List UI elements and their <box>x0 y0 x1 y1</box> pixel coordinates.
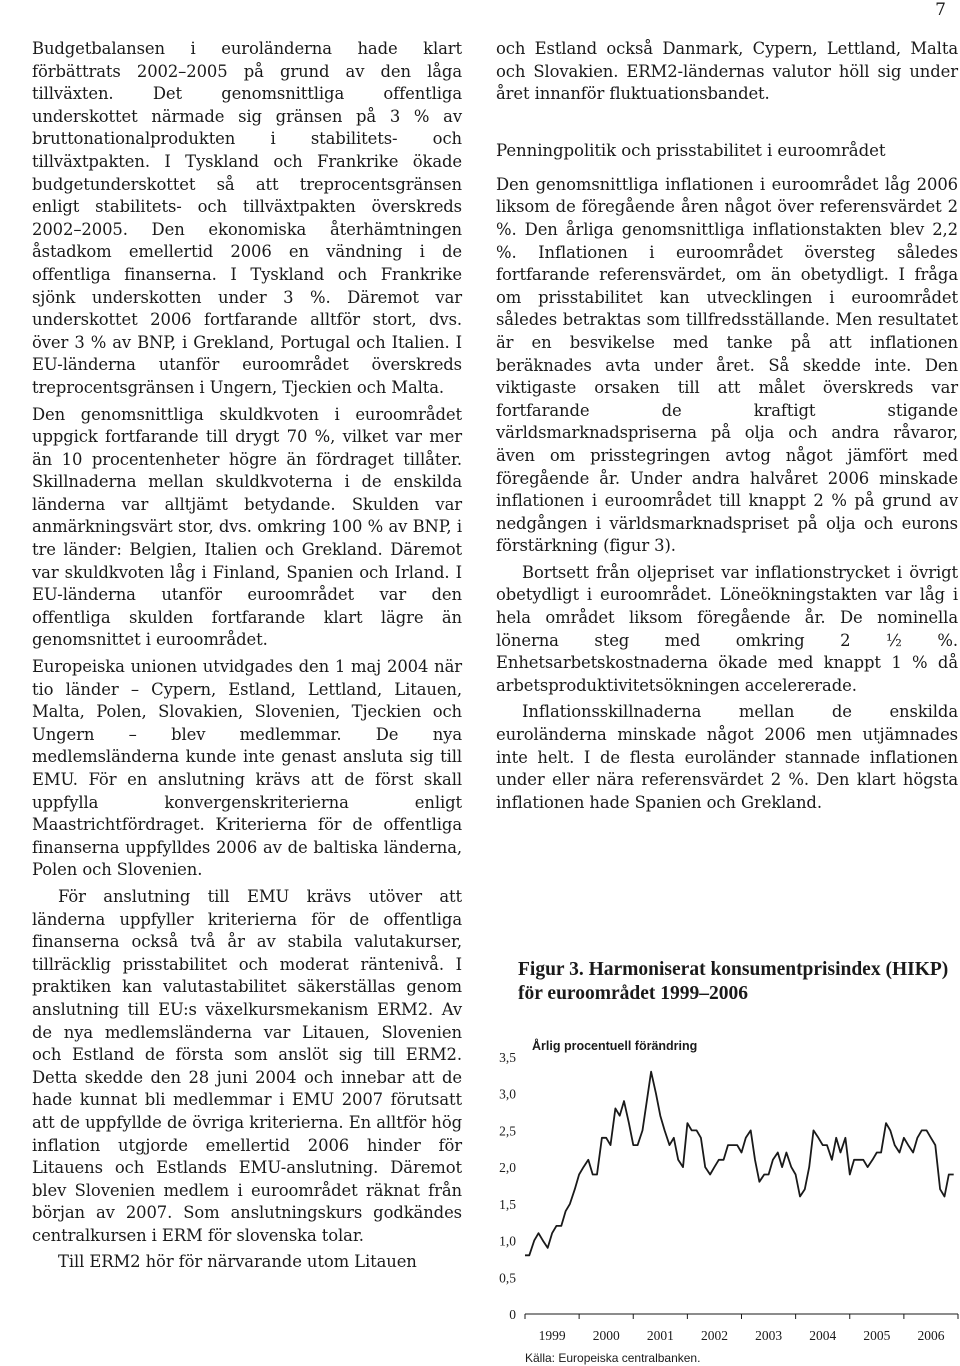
inflation-line-chart <box>496 958 960 1366</box>
paragraph: Den genomsnittliga inflationen i euroområdet låg 2006 liksom de föregående åren något över referensvärdet 2 %. Den årliga genomsnittliga inflationstakten blev 2,2 %. Inflationen i euroområdet översteg således fortfarande referensvärdet, om än obetydligt. I fråga om prisstabilitet kan utvecklingen i euroområdet således betraktas som tillfredsställande. Men resultatet är en besvikelse med tanke på att inflationen beräknades avta under året. Så skedde inte. Den viktigaste orsaken till att målet överskreds var fortfarande de kraftigt stigande världsmarknadspriserna på olja och andra råvaror, även om prisstegringen avtog något jämfört med föregående år. Under andra halvåret 2006 minskade inflationen i euroområdet till knappt 2 % på grund av nedgången i världsmarknadspriset på olja och eurons förstärkning (figur 3). <box>496 174 958 556</box>
section-heading: Penningpolitik och prisstabilitet i euroområdet <box>496 140 886 160</box>
paragraph: Europeiska unionen utvidgades den 1 maj 2004 när tio länder – Cypern, Estland, Lettland, Litauen, Malta, Polen, Slovakien, Slovenien, Tjeckien och Ungern – blev medlemmar. De nya medlemsländerna kunde inte genast ansluta sig till EMU. För en anslutning krävs att de först skall uppfylla konvergenskriterierna enligt Maastrichtfördraget. Kriterierna för de offentliga finanserna uppfylldes 2006 av de baltiska länderna, Polen och Slovenien. <box>32 657 462 880</box>
paragraph: Den genomsnittliga skuldkvoten i euroområdet uppgick fortfarande till drygt 70 %, vilket var mer än 10 procentenheter högre än fördraget tillåter. Skillnaderna mellan skuldkvoterna i de enskilda länderna var alltjämt betydande. Skulden var anmärkningsvärt stor, dvs. omkring 100 % av BNP, i tre länder: Belgien, Italien och Grekland. Däremot var skuldkvoten låg i Finland, Spanien och Irland. I EU-länderna utanför euroområdet var den offentliga skulden fortfarande klart lägre än genomsnittet i euroområdet. <box>32 404 462 650</box>
y-axis <box>499 1050 516 1322</box>
x-tick-label: 2000 <box>592 1328 620 1343</box>
x-tick-label: 2002 <box>700 1328 728 1343</box>
paragraph: Budgetbalansen i euroländerna hade klart förbättrats 2002–2005 på grund av den låga tillväxten. Det genomsnittliga offentliga underskottet närmade sig gränsen på 3 % av bruttonationalprodukten i stabilitets- och tillväxtpakten. I Tyskland och Frankrike ökade budgetunderskottet så att treprocentsgränsen enligt stabilitets- och tillväxtpakten överskreds 2002–2005. Den ekonomiska återhämtningen åstadkom emellertid 2006 en vändning i de offentliga finanserna. I Tyskland och Frankrike sjönk underskotten under 3 %. Däremot var underskottet 2006 fortfarande alltför stort, dvs. över 3 % av BNP, i Grekland, Portugal och Italien. I EU-länderna utanför euroområdet överskreds treprocentsgränsen i Ungern, Tjeckien och Malta. <box>32 39 462 397</box>
x-tick-label: 2004 <box>809 1328 837 1343</box>
page-number: 7 <box>935 0 946 20</box>
x-tick-label: 2003 <box>755 1328 783 1343</box>
x-tick-label: 2006 <box>917 1328 945 1343</box>
series-line <box>525 1072 954 1256</box>
paragraph: Till ERM2 hör för närvarande utom Litauen <box>58 1252 417 1272</box>
paragraph: Bortsett från oljepriset var inflationstrycket i övrigt obetydligt i euroområdet. Löneökningstakten var låg i hela området liksom föregående år. De nominella lönerna steg med omkring 2 ½ %. Enhetsarbetskostnaderna ökade med knappt 1 % då arbetsproduktivitetsökningen accelererade. <box>496 562 958 695</box>
figure-caption: Figur 3. Harmoniserat konsumentprisindex (HIKP) för euroområdet 1999–2006 <box>518 959 949 1004</box>
x-tick-label: 2001 <box>646 1328 674 1343</box>
x-tick-label: 2005 <box>863 1328 891 1343</box>
x-tick-label: 1999 <box>538 1328 566 1343</box>
figure-3 <box>496 958 960 1366</box>
left-column <box>32 38 462 1278</box>
paragraph: Inflationsskillnaderna mellan de enskilda euroländerna minskade något 2006 men utjämnades inte helt. I de flesta euroländer stannade inflationen under eller nära referensvärdet 2 %. Den klart högsta inflationen hade Spanien och Grekland. <box>496 702 958 812</box>
paragraph: och Estland också Danmark, Cypern, Lettland, Malta och Slovakien. ERM2-ländernas valutor höll sig under året innanför fluktuationsbandet. <box>496 39 958 104</box>
y-tick-label: 0 <box>509 1307 516 1322</box>
x-axis <box>525 1314 958 1343</box>
y-tick-label: 3,0 <box>499 1086 516 1102</box>
y-tick-label: 0,5 <box>499 1270 516 1286</box>
y-tick-label: 2,0 <box>499 1160 516 1176</box>
y-tick-label: 2,5 <box>499 1123 516 1139</box>
y-tick-label: 1,0 <box>499 1233 516 1249</box>
right-column <box>496 38 958 818</box>
y-tick-label: 1,5 <box>499 1196 516 1212</box>
y-tick-label: 3,5 <box>499 1050 516 1065</box>
chart-subtitle: Årlig procentuell förändring <box>532 1039 698 1053</box>
paragraph: För anslutning till EMU krävs utöver att länderna uppfyller kriterierna för de offentliga finanserna också två år av stabila valutakurser, tillräcklig prisstabilitet och moderat räntenivå. I praktiken kan valutastabilitet säkerställas genom anslutning till EU:s växelkursmekanism ERM2. Av de nya medlemsländerna var Litauen, Slovenien och Estland de första som anslöt sig till ERM2. Detta skedde den 28 juni 2004 och innebar att de hade kunnat bli medlemmar i EMU 2007 förutsatt att de uppfyllde de övriga kriterierna. En alltför hög inflation utgjorde emellertid 2006 hinder för Litauens och Estlands EMU-anslutning. Däremot blev Slovenien medlem i euroområdet räknat från början av 2007. Som anslutningskurs godkändes centralkursen i ERM för slovenska tolar. <box>32 886 462 1245</box>
chart-source: Källa: Europeiska centralbanken. <box>525 1351 701 1365</box>
